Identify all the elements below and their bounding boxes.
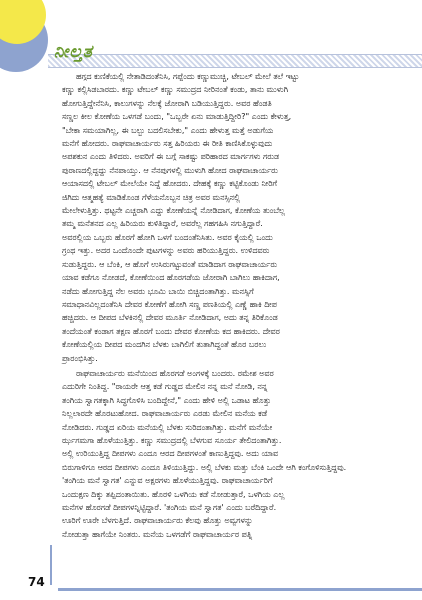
footer-rule [58, 588, 422, 591]
page-header [0, 0, 422, 80]
paragraph: ರಾಘವಾಚಾರ್ಯರು ಮನೆಯಿಂದ ಹೊರಗಡೆ ಅಂಗಳಕ್ಕೆ ಬಂದರು. ರಮೇಶ ಅವರ ಎದುರಿಗೇ ನಿಂತಿದ್ದ. "ರಾಯರೇ ಆತ್ತ ಕಡೆ ಗುಡ್ಡದ ಮೇಲಿನ ನನ್ನ ಮನೆ ನೋಡಿ, ನನ್ನ ತಂಗಿಯ ಸ್ವಾಗತಕ್ಕಾಗಿ ಸಿದ್ಧಗೊಳಿಸಿ ಬಂದಿದ್ದೇನೆ," ಎಂದು ಹೇಳಿ ಅಲ್ಲಿ ಒಡಾಟ ಹೊತ್ತು ನಿಲ್ಲಲಾರದೇ ಹೊರಟುಹೋದ. ರಾಘವಾಚಾರ್ಯರು ಎರಡು ಮೇಲಿನ ಮನೆಯ ಕಡೆ ನೋಡಿದರು. ಗುಡ್ಡದ ಏರಿಯ ಮನೆಯಲ್ಲಿ ಬೆಳಕು ಸುರಿದಂತಾಗಿತ್ತು. ಮನೆಗೆ ಮನೆಯೇ ರ್ಝಗಮಗಾ ಹೊಳೆಯುತ್ತಿತ್ತು. ಕಣ್ಣು ಸಮುದ್ರದಲ್ಲಿ ಬೆಳಗುವ ಸೂರ್ಯ ತೇಲಿದಂತಾಗಿತ್ತು. ಅಲ್ಲಿ ಉರಿಯುತ್ತಿದ್ದ ದೀಪಗಳು ಎಂದೂ ಆರದ ದೀಪಗಳಂತೆ ಕಾಣುತ್ತಿದ್ದವು. ಅದು ಯಾವ ಬಿರುಗಾಳಿಗೂ ಆರದ ದೀಪಗಳು ಎಂದೂ ತಿಳಿಯುತ್ತಿದ್ದು. ಅಲ್ಲಿ ಬೆಳಕು ಮತ್ತು ಬೆಂಕಿ ಒಂದೇ ಆಗಿ ಕಂಗೊಳಿಸುತ್ತಿದ್ದವು. 'ತಂಗಿಯ ಮನೆ ಸ್ವಾಗತ' ಎನ್ನುವ ಅಕ್ಷರಗಳು ಹೊಳೆಯುತ್ತಿದ್ದವು. ರಾಘವಾಚಾರ್ಯರಿಗೆ ಒಂದುಕ್ಷಣ ದಿಕ್ಕು ತಪ್ಪಿದಂತಾಯಿತು. ಹೊರಳಿ ಒಳಗಿಯ ಕಡೆ ನೋಡುತ್ತಾರೆ, ಒಳಗಿಯ ಎಲ್ಲ ಮನೆಗಳ ಹೊರಗಡೆ ದೀಪಗಳನ್ನಿಟ್ಟಿದ್ದಾರೆ. 'ತಂಗಿಯ ಮನೆ ಸ್ವಾಗತ' ಎಂದು ಬರೆದಿದ್ದಾರೆ. ಊರಿಗೆ ಊರೇ ಬೆಳಗುತ್ತಿದೆ. ರಾಘವಾಚಾರ್ಯರು ಕೆಲವು ಹೊತ್ತು ಅವ್ವಗಳನ್ನು ನೋಡುತ್ತಾ ಹಾಗೆಯೇ ನಿಂತರು. ಮನೆಯ ಒಳಗಡೆಗೆ ರಾಘವಾಚಾರ್ಯರ ಪತ್ನಿ [62, 368, 347, 539]
page-number: 74 [28, 575, 45, 589]
section-title: ನೀಲ್ತತ [54, 42, 93, 62]
body-text [62, 70, 420, 541]
side-rule [50, 545, 52, 585]
header-rule [48, 54, 422, 68]
paragraph: ಹಗ್ಗದ ಕುಣಿಕೆಯಲ್ಲಿ ನೇತಾಡಿದಂತೆನಿಸಿ, ಗಪ್ಪೆಂದು ಕಣ್ಣುಮುಚ್ಚಿ, ಟೇಬಲ್ ಮೇಲೆ ತಲೆ ಇಟ್ಟು ಕಣ್ಣು ಕಲ್ಲಿಸಿಡಬಾರದು. ಕಣ್ಣು ಟೇಬಲ್ ಕಣ್ಣು ಸಮುದ್ರದ ನೀರಿನಂತೆ ಕಂಡು, ತಾನು ಮುಳುಗಿ ಹೋಗುತ್ತಿದ್ದೇನೆನಿಸಿ, ಕಾಲುಗಳನ್ನು ನೆಲಕ್ಕೆ ಜೋರಾಗಿ ಬಡಿಯುತ್ತಿದ್ದರು. ಅವರ ಹೆಂಡತಿ ಸಣ್ಣಲ ಕೀಲ ಕೋಣೆಯ ಒಳಗಡೆ ಬಂದು, "ಒಬ್ಬರೇ ಏನು ಮಾಡುತ್ತಿದ್ದೀರಿ?" ಎಂದು ಕೇಳುತ್ತ, "ಬೇಕಾ ಸಮಯಾಗಿಲ್ಲ, ಈ ಬಲ್ಬು ಬದಲಿಸಬೇಕು," ಎಂದು ಹೇಳುತ್ತ ಮತ್ತೆ ಅಡುಗೆಯ ಮನೆಗೆ ಹೋದರು. ರಾಘವಾಚಾರ್ಯರು ಸತ್ತ ಹಿರಿಯರು ಈ ರೀತಿ ಕಾಣಿಸಿಕೊಳ್ಳುವುದು ಅಪಶಕುನ ಎಂದು ತಿಳಿದರು. ಅವರಿಗೆ ಈ ಬಗ್ಗೆ ಸಾಕಷ್ಟು ಪರಿಹಾರದ ಮಾರ್ಗಗಳು ಗರುಡ ಪುರಾಣದಲ್ಲಿದ್ದದ್ದು ನೆನಪಾಯ್ತು. ಆ ನೆನಪುಗಳಲ್ಲಿ ಮುಳುಗಿ ಹೋದ ರಾಘವಾಚಾರ್ಯರು ಆಯಾಸದಲ್ಲಿ ಟೇಬಲ್ ಮೇಲೆಯೇ ನಿದ್ದೆ ಹೋದರು. ದೇಹಕ್ಕೆ ಕಣ್ಣು ಕಟ್ಟಿಕೊಂಡು ನೀರಿಗೆ ಜಿಗಿದು ಆತ್ಮಹತ್ಯೆ ಮಾಡಿಕೊಂಡ ಗೆಳೆಯನೊಬ್ಬನ ಚಿತ್ರ ಅವರ ಮನಸ್ಸಿನಲ್ಲಿ ಮೇಲೇಳುತ್ತಿತ್ತು. ಥಟ್ಟನೇ ಎಚ್ಚರಾಗಿ ಎದ್ದು ಕೋಣೆಯನ್ನೆ ನೋಡಿದಾಗ, ಕೋಣೆಯ ತುಂಬೆಲ್ಲ ತಮ್ಮ ಮನೆತನದ ಎಲ್ಲ ಹಿರಿಯರು ಕುಳಿತಿದ್ದಾರೆ, ಅವರೆಲ್ಲ ಗಹಗಹಿಸಿ ನಗುತ್ತಿದ್ದಾರೆ. ಅವರಲ್ಲಿಯ ಒಬ್ಬರು ಹೊರಗೆ ಹೋಗಿ ಒಳಗೆ ಬಂದಂತೆನಿಸಿತು. ಅವರ ಕೈಯಲ್ಲಿ ಒಂದು ಗ್ರಂಥ ಇತ್ತು. ಅದರ ಒಂದೊಂದೇ ಪುಟಗಳನ್ನು ಅವರು ಹರಿಯುತ್ತಿದ್ದರು. ಉಳಿದವರು ಸುಡುತ್ತಿದ್ದರು. ಆ ಬೆಂಕಿ, ಆ ಹೊಗೆ ಉಸಿರುಗಟ್ಟುವಂತೆ ಮಾಡಿದಾಗ ರಾಘವಾಚಾರ್ಯರು ಯಾವ ಕಡೆಗೂ ನೋಡದೆ, ಕೋಣೆಯಿಂದ ಹೊರಗಡೆಯ ಜೋರಾಗಿ ಬಾಗಿಲು ಹಾಕಿದಾಗ, ನಡೆದು ಹೋಗುತ್ತಿದ್ದ ನೆಲ ಅವರು ಭೂಮಿ ಬಾಯಿ ಬಿಚ್ಚಿದಂತಾಗಿತ್ತು. ಮನಸ್ಸಿಗೆ ಸಮಾಧಾನವಿಲ್ಲದಂತೆನಿಸಿ ದೇವರ ಕೋಣೆಗೆ ಹೋಗಿ ಸಣ್ಣ ಪಣತಿಯಲ್ಲಿ ಎಣ್ಣೆ ಹಾಕಿ ದೀಪ ಹಚ್ಚಿದರು. ಆ ದೀಪದ ಬೆಳಕಿನಲ್ಲಿ ದೇವರ ಮೂರ್ತಿ ನೋಡಿದಾಗ, ಅದು ತನ್ನ ತಿರಿಕೊಂಡ ತಂದೆಯಂತೆ ಕಂಡಾಗ ತಕ್ಷಣ ಹೊರಗೆ ಬಂದು ದೇವರ ಕೋಣೆಯ ಕದ ಹಾಕಿದರು. ದೇವರ ಕೋಣೆಯಲ್ಲಿಯ ದೀಪದ ಮಂದಗಿನ ಬೆಳಕು ಬಾಗಿಲಿಗೆ ತುತಾಗಿದ್ದಂತೆ ಹೊರ ಬರಲು ಪ್ರಾರಂಭಿಸಿತ್ತು. [62, 72, 300, 363]
